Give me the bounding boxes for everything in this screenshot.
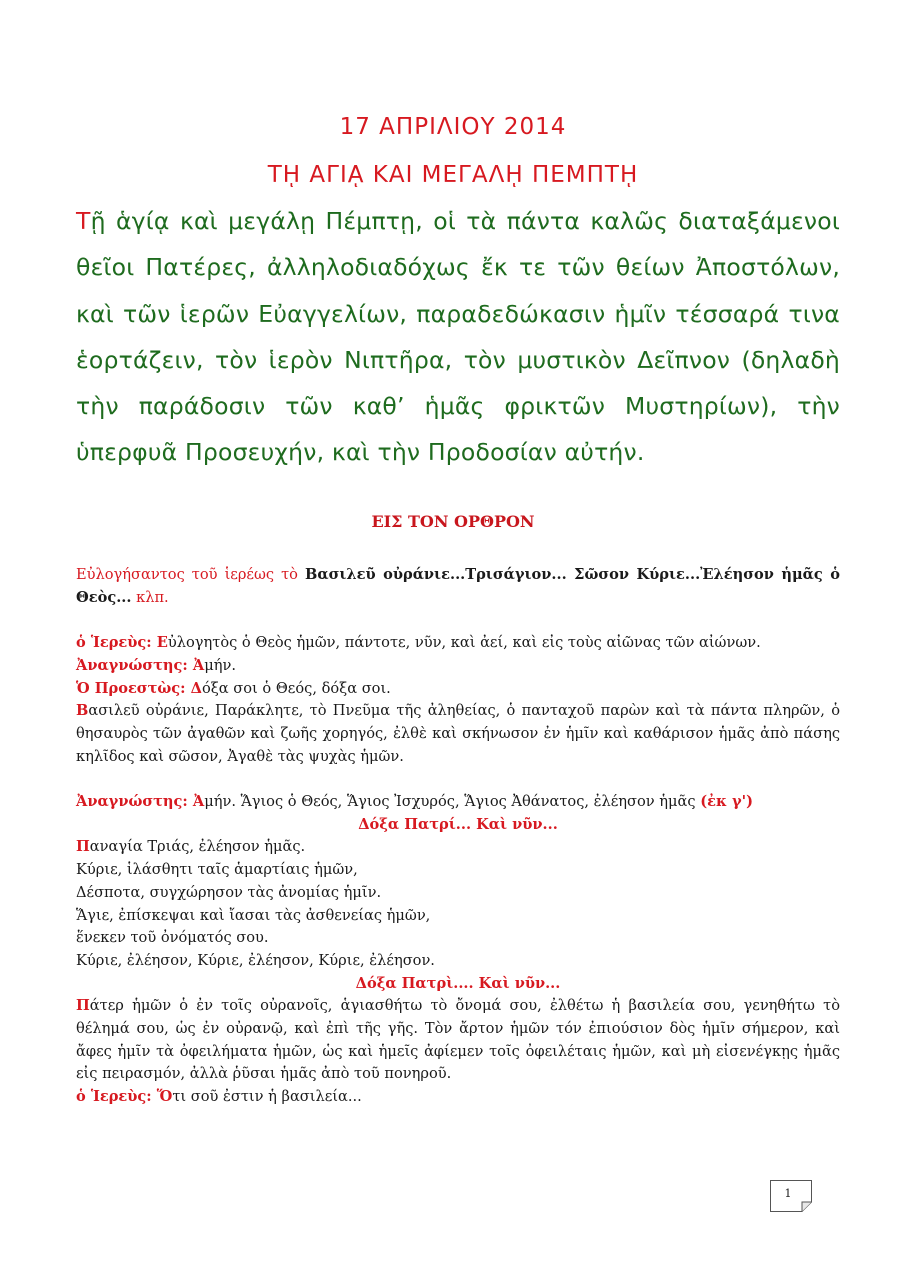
intro-initial: Τ: [76, 207, 91, 235]
page-number-box: [770, 1180, 812, 1212]
prayer-line-9: Ἅγιε, ἐπίσκεψαι καὶ ἴασαι τὰς ἀσθενείας ἡμῶν,: [76, 906, 431, 924]
feast-heading: Τῌ ΑΓΙᾼ ΚΑΙ ΜΕΓΑΛῌ ΠΕΜΠΤῌ: [267, 162, 639, 188]
initial-letter: Π: [76, 838, 90, 856]
heavenly-king-prayer: [76, 700, 840, 768]
rubric-bold-text: Βασιλεῦ οὐράνιε...Τρισάγιον... Σῶσον Κύριε...Ἐλέησον ἡμᾶς ὁ Θεὸς...: [76, 566, 840, 606]
reader-amen: [76, 655, 840, 678]
holy-trinity-line: [76, 836, 840, 859]
service-text: [76, 564, 840, 1109]
section-title: ΕΙΣ ΤΟΝ ΟΡΘΡΟΝ: [371, 512, 535, 531]
date-heading: 17 ΑΠΡΙΛΙΟΥ 2014: [339, 114, 567, 140]
line-text: μήν. Ἅγιος ὁ Θεός, Ἅγιος Ἰσχυρός, Ἅγιος Ἀθάνατος, ἐλέησον ἡμᾶς: [204, 793, 701, 810]
initial-letter: Ἀ: [192, 793, 205, 810]
priest-blessing: [76, 632, 840, 655]
initial-letter: Ἀ: [192, 656, 205, 674]
speaker-label: ὁ Ἱερεὺς:: [76, 634, 157, 652]
rubric: [76, 564, 840, 609]
intro-text: ῇ ἁγίᾳ καὶ μεγάλῃ Πέμπτῃ, οἱ τὰ πάντα καλῶς διαταξάμενοι θεῖοι Πατέρες, ἀλληλοδιαδόχως ἔκ τε τῶν θείων Ἀποστόλων, καὶ τῶν ἱερῶν Εὐαγγελίων, παραδεδώκασιν ἡμῖν τέσσαρά τινα ἑορτάζειν, τὸν ἱερὸν Νιπτῆρα, τὸν μυστικὸν Δεῖπνον (δηλαδὴ τὴν παράδοσιν τῶν καθ’ ἡμᾶς φρικτῶν Μυστηρίων), τὴν ὑπερφυᾶ Προσευχήν, καὶ τὴν Προδοσίαν αὐτήν.: [76, 207, 840, 467]
line-text: ασιλεῦ οὐράνιε, Παράκλητε, τὸ Πνεῦμα τῆς ἀληθείας, ὁ πανταχοῦ παρὼν καὶ τὰ πάντα πληρῶν, ὁ θησαυρὸς τῶν ἀγαθῶν καὶ ζωῆς χορηγός, ἐλθὲ καὶ σκήνωσον ἐν ἡμῖν καὶ καθάρισον ἡμᾶς ἀπὸ πάσης κηλῖδος καὶ σῶσον, Ἀγαθὲ τὰς ψυχὰς ἡμῶν.: [76, 702, 840, 765]
initial-letter: Β: [76, 702, 89, 720]
intro-paragraph: [76, 198, 840, 476]
rubric-red-end: κλπ.: [131, 588, 169, 606]
initial-letter: Π: [76, 997, 90, 1015]
repeat-note: (ἐκ γ'): [700, 793, 753, 810]
line-text: μήν.: [204, 656, 236, 674]
prayer-line-7: Κύριε, ἱλάσθητι ταῖς ἁμαρτίαις ἡμῶν,: [76, 861, 358, 879]
line-text: ὐλογητὸς ὁ Θεὸς ἡμῶν, πάντοτε, νῦν, καὶ ἀεί, καὶ εἰς τοὺς αἰῶνας τῶν αἰώνων.: [167, 634, 761, 652]
initial-letter: Δ: [190, 679, 202, 697]
line-text: άτερ ἡμῶν ὁ ἐν τοῖς οὐρανοῖς, ἁγιασθήτω τὸ ὄνομά σου, ἐλθέτω ἡ βασιλεία σου, γενηθήτω τὸ θέλημά σου, ὡς ἐν οὐρανῷ, καὶ ἐπὶ τῆς γῆς. Τὸν ἄρτον ἡμῶν τόν ἐπιούσιον δὸς ἡμῖν σήμερον, καὶ ἄφες ἡμῖν τὰ ὀφειλήματα ἡμῶν, ὡς καὶ ἡμεῖς ἀφίεμεν τοῖς ὀφειλέταις ἡμῶν, καὶ μὴ εἰσενέγκῃς ἡμᾶς εἰς πειρασμόν, ἀλλὰ ῥῦσαι ἡμᾶς ἀπὸ τοῦ πονηροῦ.: [76, 997, 840, 1083]
initial-letter: Ε: [156, 634, 168, 652]
lords-prayer: [76, 995, 840, 1086]
priest-exclamation: [76, 1086, 840, 1109]
speaker-label: Ἀναγνώστης:: [76, 793, 193, 810]
speaker-label: Ἀναγνώστης:: [76, 656, 193, 674]
rubric-red-start: Εὐλογήσαντος τοῦ ἱερέως τὸ: [76, 566, 306, 583]
initial-letter: Ὅ: [156, 1088, 173, 1106]
prayer-line-8: Δέσποτα, συγχώρησον τὰς ἀνομίας ἡμῖν.: [76, 883, 382, 901]
prayer-line-10: ἕνεκεν τοῦ ὀνόματός σου.: [76, 929, 269, 947]
trisagion: [76, 791, 840, 814]
doxa-rubric-2: Δόξα Πατρὶ.... Καὶ νῦν...: [355, 974, 561, 992]
speaker-label: ὁ Ἱερεὺς:: [76, 1088, 157, 1106]
line-text: αναγία Τριάς, ἐλέησον ἡμᾶς.: [89, 838, 306, 856]
prayer-line-11: Κύριε, ἐλέησον, Κύριε, ἐλέησον, Κύριε, ἐλέησον.: [76, 951, 435, 969]
line-text: τι σοῦ ἐστιν ἡ βασιλεία...: [172, 1088, 362, 1106]
speaker-label: Ὁ Προεστὼς:: [76, 679, 191, 697]
doxa-rubric-1: Δόξα Πατρί... Καὶ νῦν...: [358, 815, 558, 833]
line-text: όξα σοι ὁ Θεός, δόξα σοι.: [201, 679, 391, 697]
presiding-doxa: [76, 678, 840, 701]
page-number: 1: [784, 1186, 792, 1200]
